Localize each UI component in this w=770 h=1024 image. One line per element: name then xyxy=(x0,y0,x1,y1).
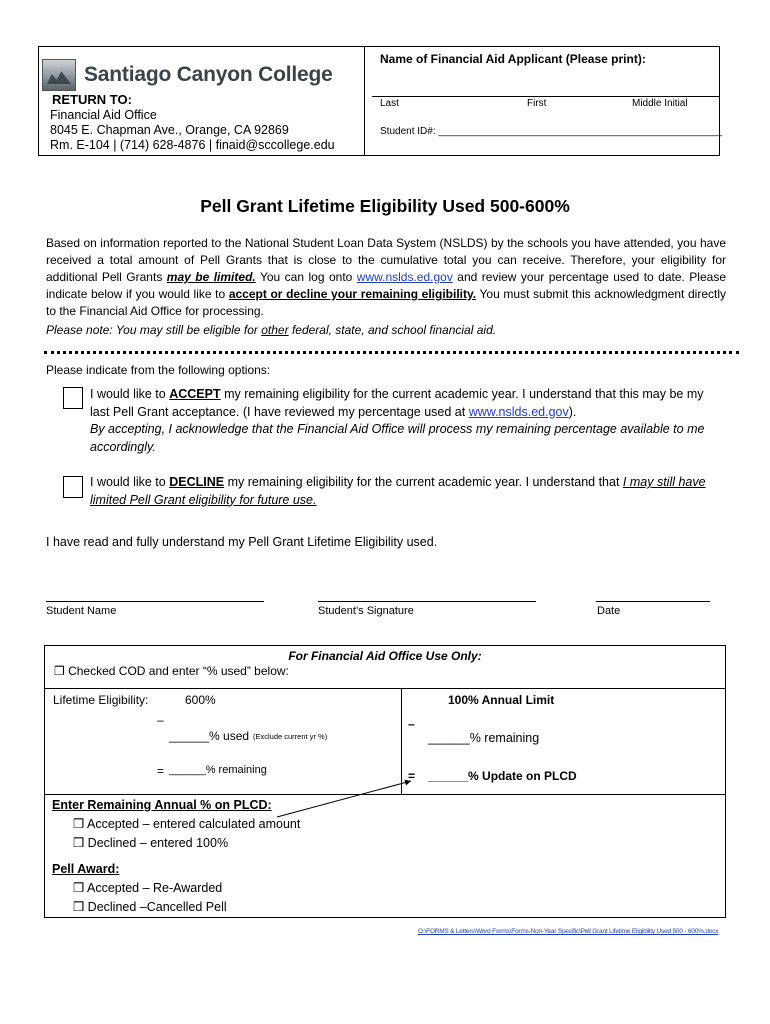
accept-checkbox[interactable] xyxy=(63,387,83,409)
decline-underlined-note: I may still have limited Pell Grant eligibility for future use. xyxy=(90,475,706,507)
eligibility-note xyxy=(46,322,726,339)
accept-prefix: I would like to xyxy=(90,387,170,401)
accept-decline-text: accept or decline your remaining eligibility. xyxy=(228,287,477,301)
update-plcd-field[interactable]: ______% Update on PLCD xyxy=(428,769,577,783)
accept-keyword: ACCEPT xyxy=(169,387,221,401)
intro-paragraph xyxy=(46,235,726,320)
college-logo xyxy=(42,57,333,93)
lifetime-eligibility-cell xyxy=(45,689,402,795)
return-line-2: 8045 E. Chapman Ave., Orange, CA 92869 xyxy=(50,123,289,137)
options-intro: Please indicate from the following options: xyxy=(46,363,271,377)
return-line-1: Financial Aid Office xyxy=(50,108,157,122)
accept-nslds-link[interactable]: www.nslds.ed.gov xyxy=(468,404,569,419)
checked-cod-item[interactable]: ❒ Checked COD and enter “% used” below: xyxy=(54,664,289,678)
accept-text-1: my remaining eligibility for the current academic year. I understand that this may be my last Pell Grant acceptance. (I have reviewed my percentage used at xyxy=(90,387,704,419)
annual-limit-label: 100% Annual Limit xyxy=(448,693,555,707)
return-to-title: RETURN TO: xyxy=(52,92,132,107)
accept-italic-note: By accepting, I acknowledge that the Financial Aid Office will process my remaining percentage available to me accordingly. xyxy=(90,422,705,454)
form-title: Pell Grant Lifetime Eligibility Used 500-600% xyxy=(200,196,570,216)
decline-prefix: I would like to xyxy=(90,475,170,489)
office-header-cell xyxy=(45,646,726,689)
applicant-name-field[interactable] xyxy=(372,96,720,97)
exclude-current-note: (Exclude current yr %) xyxy=(253,732,328,741)
percent-remaining-field[interactable]: ______% remaining xyxy=(169,764,267,776)
student-id-field[interactable]: Student ID#: ___________________________________________________ xyxy=(380,126,723,137)
decline-option-text xyxy=(90,474,726,509)
date-label: Date xyxy=(597,605,621,617)
plcd-accepted-item[interactable]: ❒ Accepted – entered calculated amount xyxy=(73,817,301,831)
lifetime-label: Lifetime Eligibility: xyxy=(53,693,149,707)
minus-sign: – xyxy=(157,713,164,727)
arrow-icon xyxy=(275,773,415,813)
plcd-declined-item[interactable]: ❒ Declined – entered 100% xyxy=(73,836,229,850)
decline-keyword: DECLINE xyxy=(169,475,225,489)
may-be-limited-text: may be limited. xyxy=(166,270,256,284)
student-name-line[interactable] xyxy=(46,601,264,602)
college-name: Santiago Canyon College xyxy=(84,63,333,86)
pell-award-heading: Pell Award: xyxy=(52,862,120,876)
student-signature-line[interactable] xyxy=(318,601,536,602)
percent-used-field[interactable]: ______% used xyxy=(169,729,250,743)
return-line-3: Rm. E-104 | (714) 628-4876 | finaid@sccollege.edu xyxy=(50,138,335,152)
accept-option-text xyxy=(90,386,726,456)
intro-text-3: and review your percentage used to date. Please indicate below if you would like to xyxy=(46,270,726,301)
decline-text-1: my remaining eligibility for the current academic year. I understand that xyxy=(224,475,623,489)
dotted-divider xyxy=(44,351,739,354)
accept-text-2: ). xyxy=(568,404,577,419)
decline-checkbox[interactable] xyxy=(63,476,83,498)
applicant-name-label: Name of Financial Aid Applicant (Please print): xyxy=(380,52,646,66)
nslds-link[interactable]: www.nslds.ed.gov xyxy=(356,270,453,284)
office-heading: For Financial Aid Office Use Only: xyxy=(288,649,482,663)
intro-text-4: You must submit this acknowledgment directly to the Financial Aid Office for processing. xyxy=(46,287,726,318)
note-other-text: other xyxy=(261,323,289,337)
award-declined-item[interactable]: ❒ Declined –Cancelled Pell xyxy=(73,900,227,914)
footer-file-path: O:\FORMS & Letters\Word Forms\Forms-Non-Year Specific\Pell Grant Lifetime Eligibility Used 500 - 600%.docx xyxy=(418,928,719,935)
student-name-label: Student Name xyxy=(46,605,117,617)
plcd-heading: Enter Remaining Annual % on PLCD: xyxy=(52,798,272,812)
acknowledgment-text: I have read and fully understand my Pell Grant Lifetime Eligibility used. xyxy=(46,535,438,549)
annual-limit-cell xyxy=(402,689,726,795)
minus-sign-right: – xyxy=(408,717,415,731)
note-text-1: Please note: You may still be eligible for xyxy=(46,323,262,337)
last-name-label: Last xyxy=(380,98,399,109)
award-accepted-item[interactable]: ❒ Accepted – Re-Awarded xyxy=(73,881,223,895)
note-text-2: federal, state, and school financial aid. xyxy=(288,323,497,337)
intro-text-1: Based on information reported to the National Student Loan Data System (NSLDS) by the schools you have attended, you have received a total amount of Pell Grants that is close to the cumulative total you can receive. Therefore, your eligibility for additional Pell Grants xyxy=(46,236,726,284)
intro-text-2: You can log onto xyxy=(255,270,357,284)
date-line[interactable] xyxy=(596,601,710,602)
middle-initial-label: Middle Initial xyxy=(632,98,688,109)
equals-sign: = xyxy=(157,764,165,778)
first-name-label: First xyxy=(527,98,547,109)
equals-sign-right: = xyxy=(408,769,416,783)
remaining-field-right[interactable]: ______% remaining xyxy=(428,731,540,745)
student-signature-label: Student’s Signature xyxy=(318,605,414,617)
college-logo-icon xyxy=(42,59,76,91)
lifetime-value: 600% xyxy=(185,693,216,707)
office-use-table xyxy=(44,645,726,918)
